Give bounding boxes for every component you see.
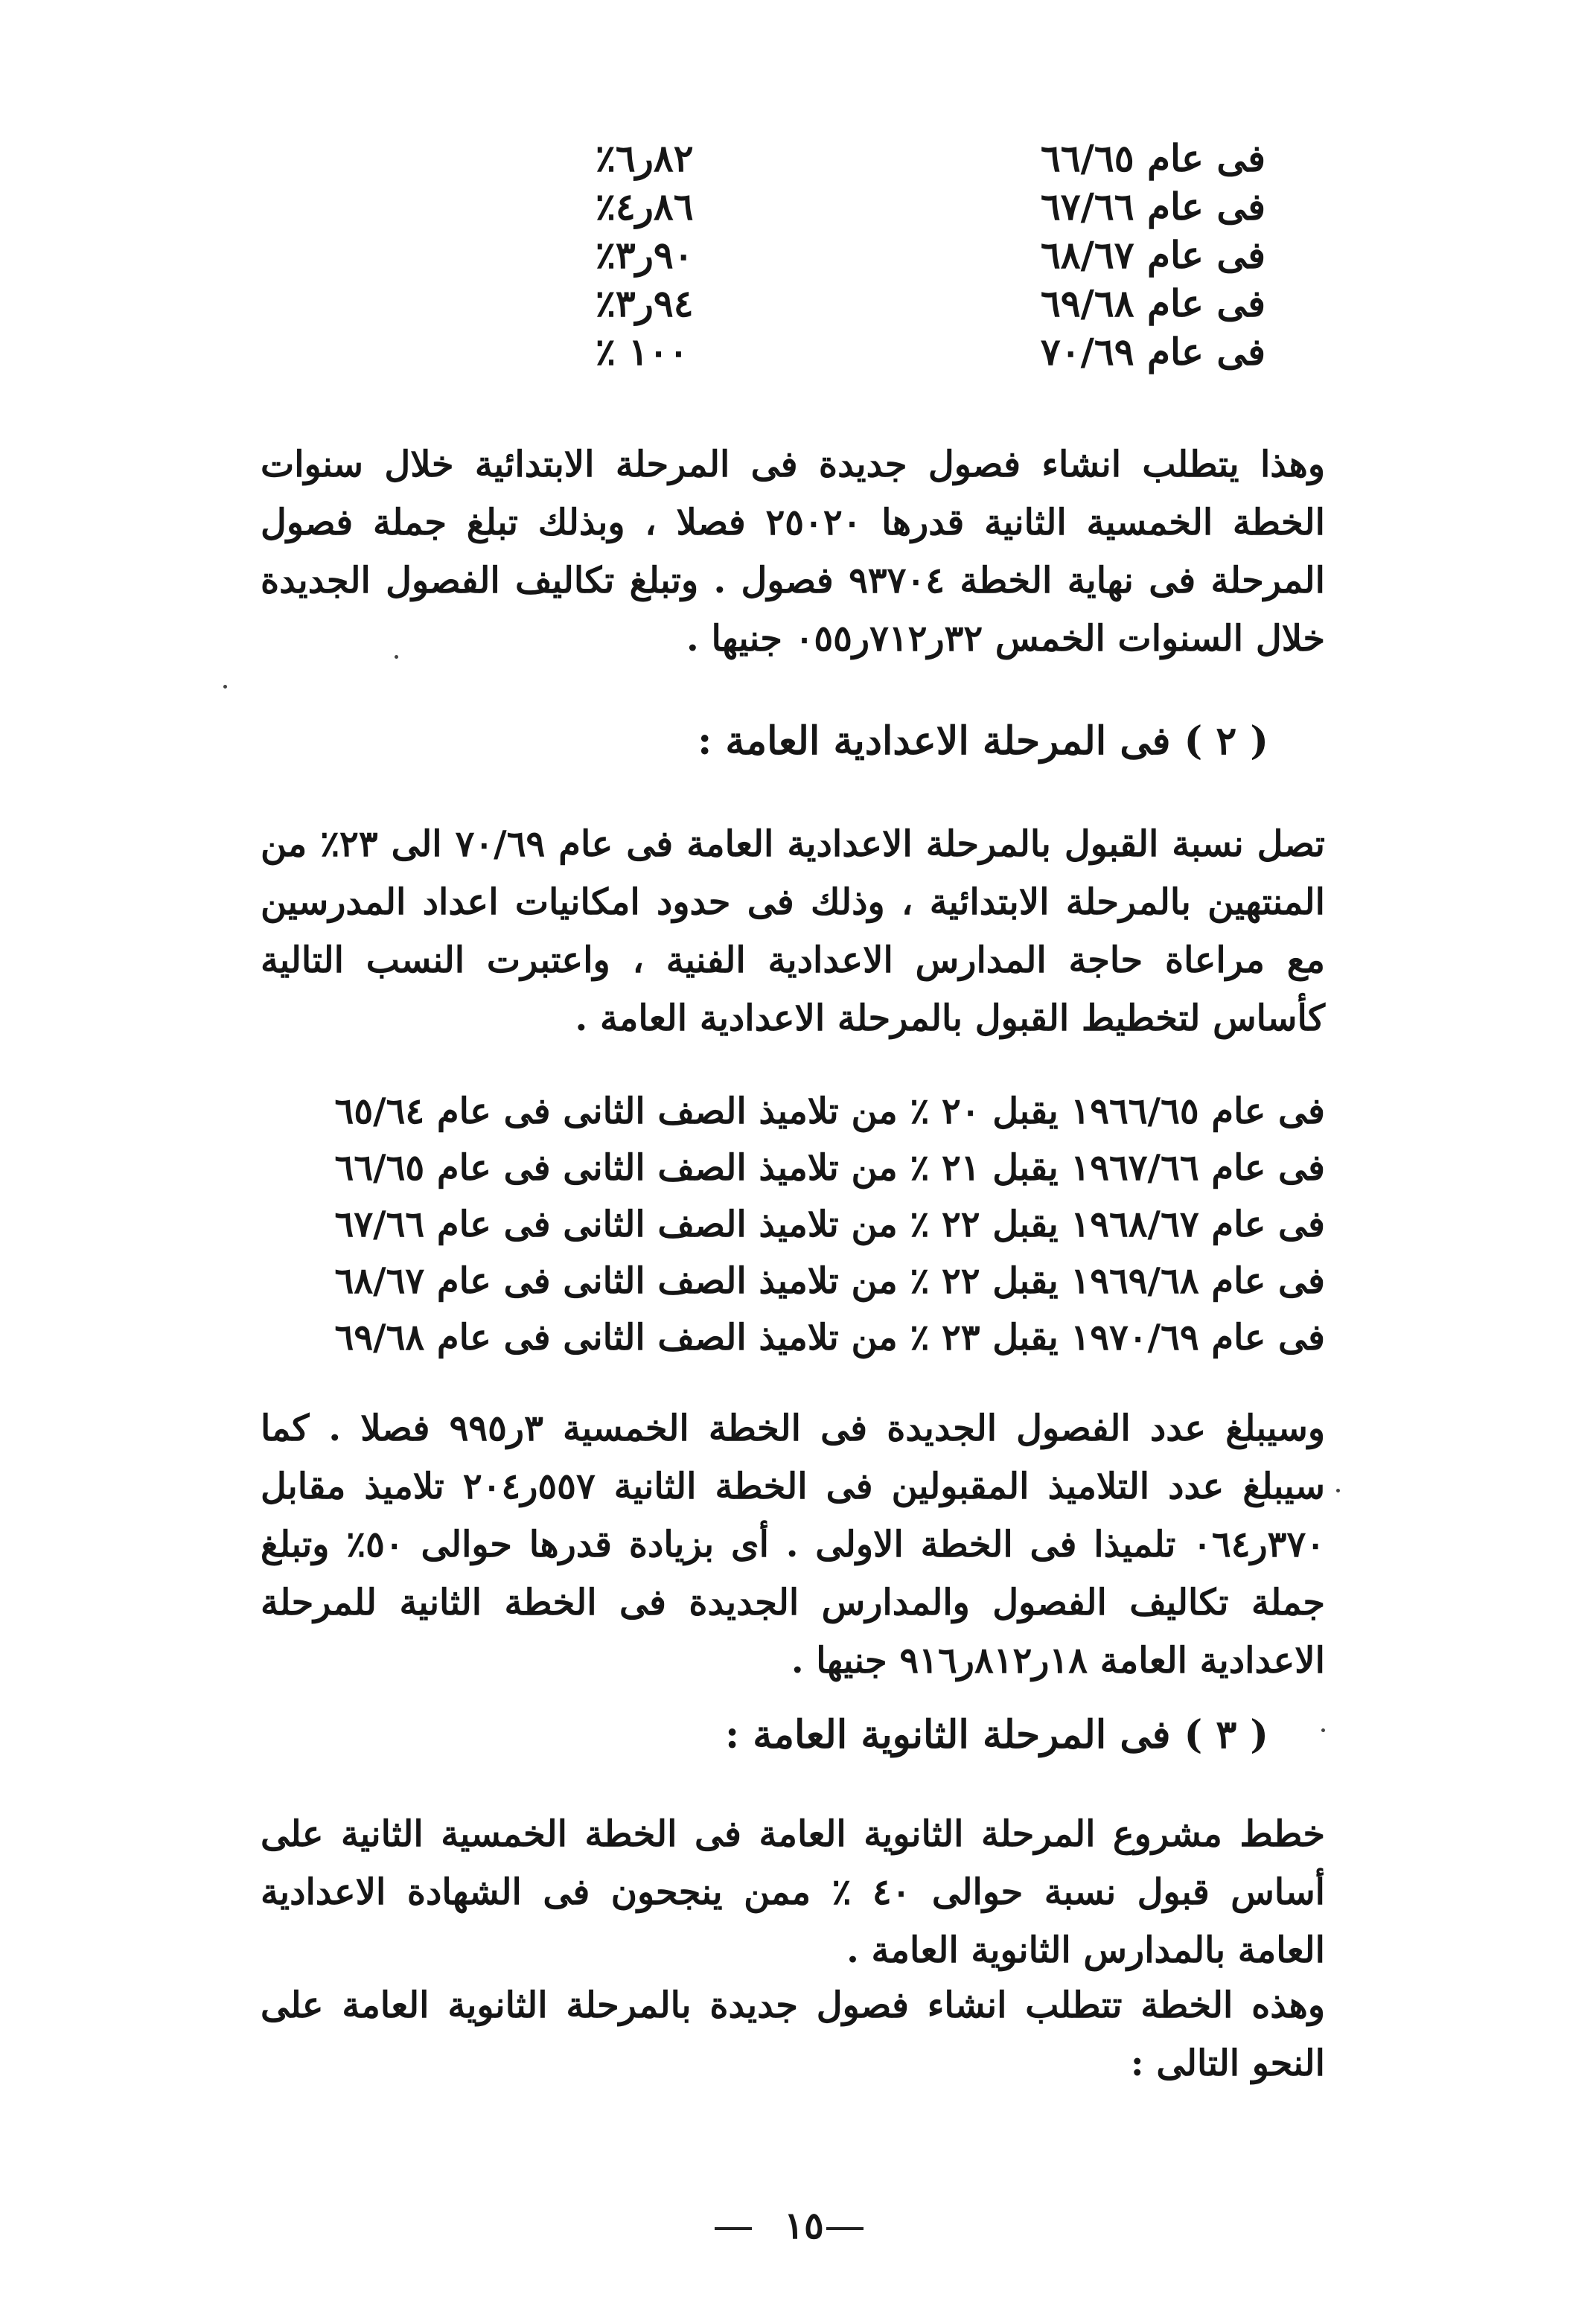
- admission-row: فى عام ١٩٦٨/٦٧ يقبل ٢٢ ٪ من تلاميذ الصف الثانى فى عام ٦٧/٦٦: [334, 1204, 1325, 1245]
- paragraph-secondary-plan: خطط مشروع المرحلة الثانوية العامة فى الخطة الخمسية الثانية على أساس قبول نسبة حوالى ٤٠ ٪ ممن ينجحون فى الشهادة الاعدادية العامة بالمدارس الثانوية العامة .: [261, 1813, 1326, 1971]
- paragraph-secondary-classes: وهذه الخطة تتطلب انشاء فصول جديدة بالمرحلة الثانوية العامة على النحو التالى :: [261, 1984, 1325, 2084]
- rates-table: [596, 134, 1265, 376]
- section-heading-preparatory: ( ٢ ) فى المرحلة الاعدادية العامة :: [698, 718, 1268, 764]
- rate-year: فى عام ٦٩/٦٨: [1040, 281, 1265, 325]
- admission-list: [253, 1083, 1325, 1366]
- rate-year: فى عام ٦٨/٦٧: [1040, 233, 1265, 277]
- rate-year: فى عام ٦٧/٦٦: [1040, 185, 1265, 229]
- rate-value: ٩٠ر٣٪: [596, 233, 694, 277]
- paragraph-new-classes: وسيبلغ عدد الفصول الجديدة فى الخطة الخمسية ٣ر٩٩٥ فصلا . كما سيبلغ عدد التلاميذ المقبولين فى الخطة الثانية ٥٥٧ر٢٠٤ تلاميذ مقابل ٣٧٠ر٠٦٤ تلميذا فى الخطة الاولى . أى بزيادة قدرها حوالى ٥٠٪ وتبلغ جملة تكاليف الفصول والمدارس الجديدة فى الخطة الثانية للمرحلة الاعدادية العامة ١٨ر٨١٢ر٩١٦ جنيها .: [261, 1408, 1326, 1682]
- rate-value: ١٠٠ ٪: [596, 330, 689, 374]
- rate-row: [596, 134, 1265, 182]
- rate-row: [596, 279, 1265, 328]
- paragraph-admission-rate: تصل نسبة القبول بالمرحلة الاعدادية العامة فى عام ٧٠/٦٩ الى ٢٣٪ من المنتهين بالمرحلة الابتدائية ، وذلك فى حدود امكانيات اعداد المدرسين مع مراعاة حاجة المدارس الاعدادية الفنية ، واعتبرت النسب التالية كأساس لتخطيط القبول بالمرحلة الاعدادية العامة .: [261, 823, 1326, 1039]
- admission-row: فى عام ١٩٦٧/٦٦ يقبل ٢١ ٪ من تلاميذ الصف الثانى فى عام ٦٦/٦٥: [334, 1147, 1325, 1189]
- rate-value: ٩٤ر٣٪: [596, 281, 694, 325]
- admission-row: فى عام ١٩٧٠/٦٩ يقبل ٢٣ ٪ من تلاميذ الصف الثانى فى عام ٦٩/٦٨: [334, 1317, 1325, 1358]
- section-heading-secondary: ( ٣ ) فى المرحلة الثانوية العامة :: [724, 1712, 1268, 1757]
- scan-speck: [395, 655, 398, 659]
- paragraph-primary-classes: وهذا يتطلب انشاء فصول جديدة فى المرحلة الابتدائية خلال سنوات الخطة الخمسية الثانية قدرها ٢٥٠٢٠ فصلا ، وبذلك تبلغ جملة فصول المرحلة فى نهاية الخطة ٩٣٧٠٤ فصول . وتبلغ تكاليف الفصول الجديدة خلال السنوات الخمس ٣٢ر٧١٢ر٠٥٥ جنيها .: [261, 444, 1326, 660]
- rate-year: فى عام ٧٠/٦٩: [1040, 330, 1265, 374]
- rate-value: ٨٦ر٤٪: [596, 185, 694, 229]
- admission-row: فى عام ١٩٦٩/٦٨ يقبل ٢٢ ٪ من تلاميذ الصف الثانى فى عام ٦٨/٦٧: [334, 1260, 1325, 1302]
- rate-row: [596, 328, 1265, 376]
- rate-row: [596, 231, 1265, 279]
- scan-speck: [223, 685, 227, 689]
- rate-year: فى عام ٦٦/٦٥: [1040, 136, 1265, 180]
- rate-value: ٨٢ر٦٪: [596, 136, 694, 180]
- scan-speck: [1336, 1489, 1340, 1492]
- page-number: ١٥: [784, 2203, 824, 2247]
- page-number-dash-right: [826, 2227, 864, 2230]
- rate-row: [596, 182, 1265, 231]
- scan-speck: [1321, 1728, 1325, 1732]
- admission-row: فى عام ١٩٦٦/٦٥ يقبل ٢٠ ٪ من تلاميذ الصف الثانى فى عام ٦٥/٦٤: [334, 1090, 1325, 1132]
